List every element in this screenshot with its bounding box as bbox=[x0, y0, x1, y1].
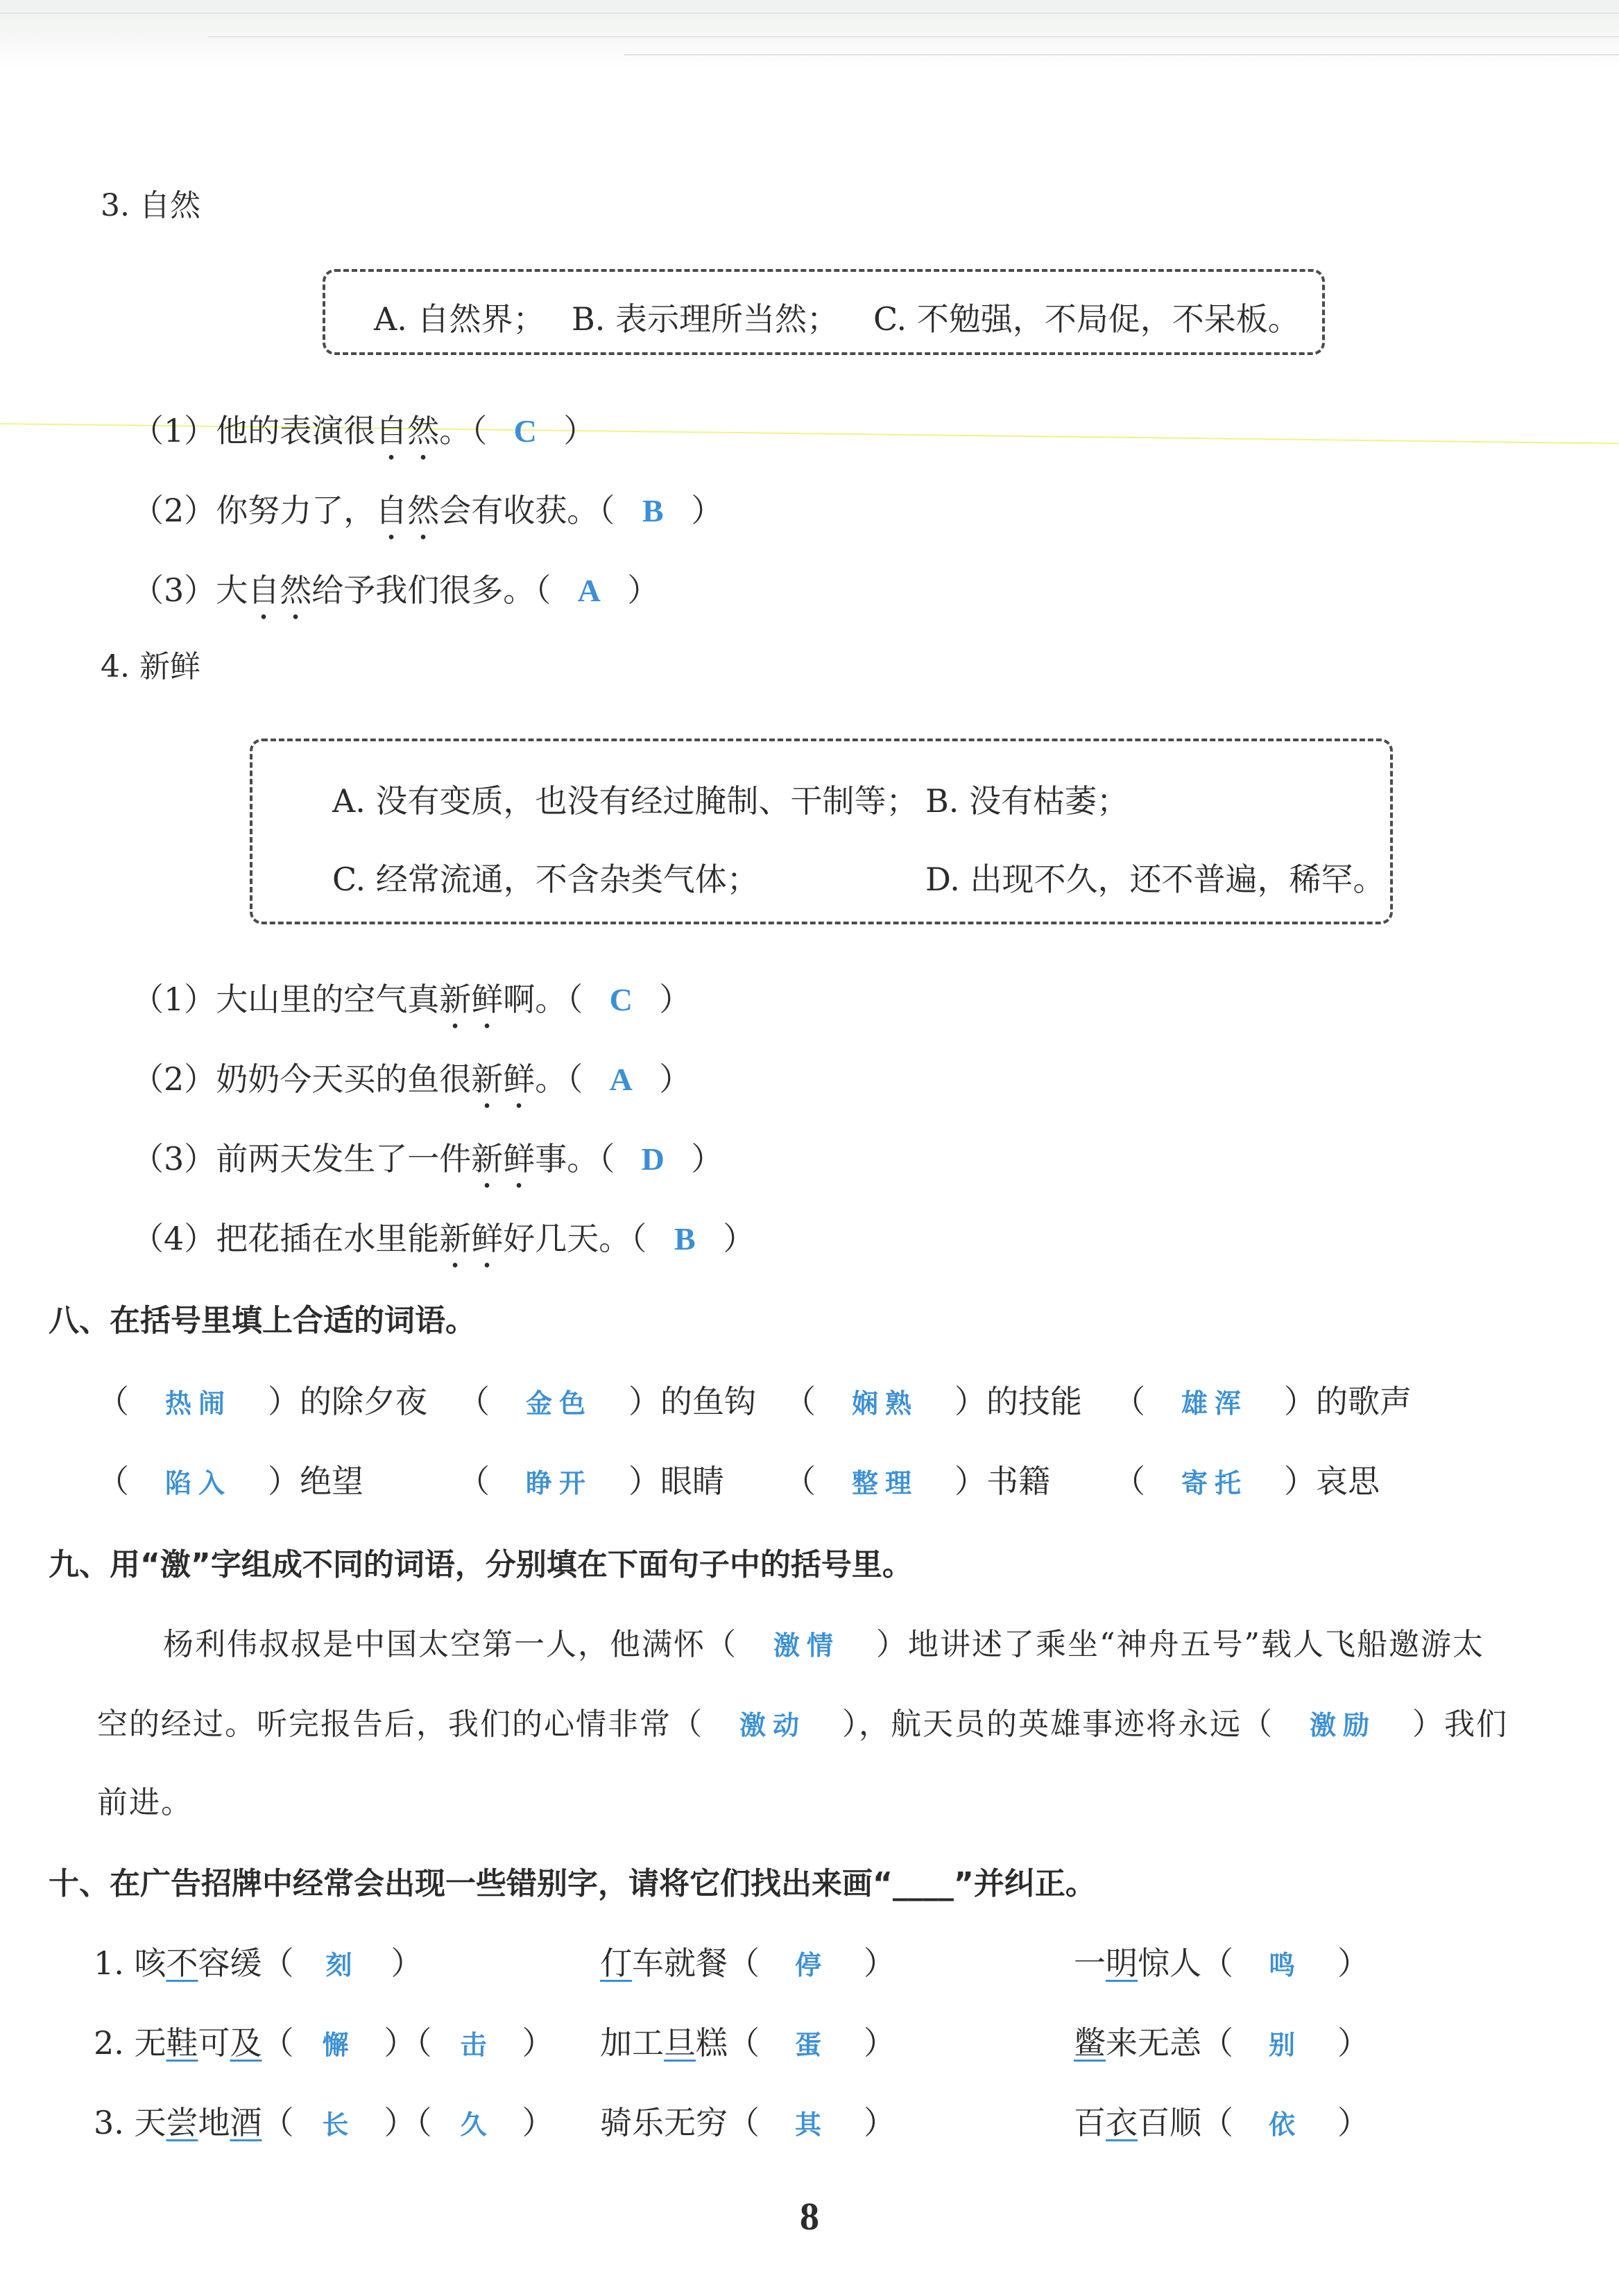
answer: 金色 bbox=[525, 1388, 592, 1419]
q3-item-1 bbox=[132, 406, 595, 467]
item-text: 奶奶今天买的鱼很 bbox=[216, 1060, 472, 1098]
text: 糕（ bbox=[696, 2024, 760, 2062]
dotted-word: 新鲜 bbox=[471, 1140, 536, 1177]
dotted-word: 自然 bbox=[248, 571, 312, 609]
sec8-cell: （ 娴熟 ）的技能 bbox=[784, 1383, 1082, 1420]
wrong-char: 鞋 bbox=[166, 2024, 198, 2062]
answer: C bbox=[513, 413, 537, 449]
close-paren: ） bbox=[659, 1060, 692, 1098]
close-paren: ） bbox=[1337, 1944, 1369, 1982]
answer: 雄浑 bbox=[1181, 1388, 1248, 1419]
item-text: 前两天发生了一件 bbox=[216, 1140, 472, 1177]
text: 天 bbox=[134, 2104, 166, 2141]
item-text: 大 bbox=[216, 571, 248, 609]
answer: B bbox=[642, 493, 664, 528]
close-paren: ） bbox=[563, 412, 596, 449]
sec8-cell: （ 陷入 ）绝望 bbox=[97, 1462, 363, 1500]
answer: 依 bbox=[1268, 2109, 1302, 2140]
phrase: 哀思 bbox=[1316, 1462, 1380, 1500]
item-number: （2） bbox=[132, 1060, 216, 1098]
q4-item-4 bbox=[132, 1214, 755, 1275]
item-text: 。（ bbox=[535, 1060, 583, 1098]
text: 百顺（ bbox=[1138, 2104, 1233, 2141]
q3-options-box bbox=[323, 269, 1325, 355]
q4-item-1 bbox=[132, 974, 691, 1036]
text: 车就餐（ bbox=[632, 1944, 760, 1982]
answer: 寄托 bbox=[1181, 1468, 1248, 1499]
dotted-word: 新鲜 bbox=[439, 1220, 504, 1257]
item-text: 你努力了， bbox=[216, 492, 376, 529]
phrase: 的歌声 bbox=[1316, 1383, 1412, 1420]
sec8-cell: （ 金色 ）的鱼钩 bbox=[458, 1383, 756, 1420]
item-text: 把花插在水里能 bbox=[216, 1220, 440, 1257]
item-text: 会有收获。（ bbox=[439, 492, 615, 529]
q3-item-3 bbox=[132, 565, 659, 627]
close-paren: ） bbox=[723, 1220, 755, 1257]
q4-item-2 bbox=[132, 1054, 691, 1116]
phrase: 绝望 bbox=[300, 1462, 363, 1500]
para-text: 空的经过。听完报告后，我们的心情非常（ bbox=[97, 1707, 703, 1742]
answer: 整理 bbox=[851, 1468, 918, 1499]
text: 一 bbox=[1074, 1944, 1106, 1982]
sec8-cell: （ 睁开 ）眼睛 bbox=[458, 1462, 724, 1500]
item-number: 3. bbox=[94, 2104, 135, 2141]
scan-line bbox=[208, 36, 1619, 37]
section-9-title: 九、用“激”字组成不同的词语，分别填在下面句子中的括号里。 bbox=[49, 1547, 913, 1582]
sec8-cell: （ 雄浑 ）的歌声 bbox=[1113, 1383, 1412, 1420]
phrase: 的技能 bbox=[986, 1383, 1082, 1420]
close-paren: ） bbox=[1337, 2104, 1369, 2141]
wrong-char: 不 bbox=[166, 1944, 198, 1982]
item-number: （2） bbox=[132, 492, 216, 529]
text: ）（ bbox=[384, 2104, 432, 2141]
close-paren: ） bbox=[691, 492, 723, 529]
sec10-item bbox=[94, 2018, 554, 2064]
close-paren: ） bbox=[864, 2024, 896, 2062]
q3-item-2 bbox=[132, 485, 723, 547]
phrase: 的除夕夜 bbox=[300, 1383, 427, 1420]
section-8-title: 八、在括号里填上合适的词语。 bbox=[49, 1303, 476, 1338]
close-paren: ） bbox=[659, 981, 692, 1018]
item-number: （3） bbox=[132, 1140, 216, 1177]
close-paren: ） bbox=[522, 2104, 554, 2141]
q4-option-a: A. 没有变质，也没有经过腌制、干制等； bbox=[332, 782, 918, 820]
answer: 刻 bbox=[325, 1950, 359, 1980]
scan-line bbox=[0, 12, 1619, 14]
page-number: 8 bbox=[800, 2195, 819, 2238]
wrong-char: 尝 bbox=[166, 2104, 198, 2141]
answer: A bbox=[577, 573, 601, 608]
sec10-item bbox=[600, 2018, 896, 2064]
sec10-item bbox=[94, 2098, 554, 2143]
answer: A bbox=[609, 1062, 633, 1097]
item-text: 。（ bbox=[439, 412, 488, 449]
item-text: 啊。（ bbox=[503, 981, 583, 1018]
sec10-item bbox=[1074, 2098, 1369, 2143]
wrong-char: 酒 bbox=[230, 2104, 262, 2141]
dotted-word: 自然 bbox=[375, 412, 440, 449]
answer: 其 bbox=[794, 2109, 828, 2140]
phrase: 书籍 bbox=[986, 1462, 1050, 1500]
text: ）（ bbox=[384, 2024, 432, 2062]
para-text: 杨利伟叔叔是中国太空第一人，他满怀（ bbox=[163, 1627, 737, 1662]
para-text: ），航天员的英雄事迹将永远（ bbox=[842, 1707, 1274, 1742]
q4-option-b: B. 没有枯萎； bbox=[925, 782, 1129, 820]
q3-option-b: B. 表示理所当然； bbox=[572, 300, 839, 338]
text: （ bbox=[262, 2104, 294, 2141]
item-number: （3） bbox=[132, 571, 216, 609]
dotted-word: 自然 bbox=[375, 492, 440, 529]
answer: 鸣 bbox=[1268, 1950, 1302, 1980]
q4-option-d: D. 出现不久，还不普遍，稀罕。 bbox=[925, 861, 1385, 898]
text: 加工 bbox=[600, 2024, 664, 2062]
answer: 停 bbox=[794, 1950, 828, 1980]
sec10-item bbox=[1074, 2018, 1369, 2064]
sec9-line-3: 前进。 bbox=[97, 1785, 193, 1820]
text: 容缓（ bbox=[198, 1944, 294, 1982]
para-text: ）地讲述了乘坐“神舟五号”载人飞船邀游太 bbox=[876, 1627, 1484, 1662]
answer: 久 bbox=[460, 2109, 494, 2140]
q4-item-3 bbox=[132, 1134, 723, 1196]
close-paren: ） bbox=[627, 571, 660, 609]
item-number: 2. bbox=[94, 2024, 135, 2062]
text: 可 bbox=[198, 2024, 230, 2062]
q3-option-a: A. 自然界； bbox=[374, 300, 545, 338]
sec9-line-2 bbox=[97, 1699, 1508, 1743]
text: 惊人（ bbox=[1138, 1944, 1233, 1982]
wrong-char: 仃 bbox=[600, 1944, 632, 1982]
answer: 长 bbox=[322, 2109, 356, 2140]
answer: 热闹 bbox=[164, 1388, 232, 1419]
text: 咳 bbox=[134, 1944, 166, 1982]
item-text: 给予我们很多。（ bbox=[311, 571, 551, 609]
sec10-item bbox=[600, 2098, 896, 2143]
text: 骑乐无穷（ bbox=[600, 2104, 760, 2141]
q4-option-c: C. 经常流通，不含杂类气体； bbox=[332, 861, 759, 898]
wrong-char: 及 bbox=[230, 2024, 262, 2062]
sec10-item bbox=[1074, 1938, 1369, 1984]
sec8-cell: （ 寄托 ）哀思 bbox=[1113, 1462, 1380, 1500]
close-paren: ） bbox=[864, 1944, 896, 1982]
close-paren: ） bbox=[391, 1944, 423, 1982]
phrase: 的鱼钩 bbox=[660, 1383, 756, 1420]
wrong-char: 旦 bbox=[664, 2024, 696, 2062]
answer: D bbox=[641, 1141, 665, 1177]
item-text: 大山里的空气真 bbox=[216, 981, 440, 1018]
q3-option-c: C. 不勉强，不局促，不呆板。 bbox=[873, 300, 1300, 338]
close-paren: ） bbox=[864, 2104, 896, 2141]
text: 百 bbox=[1074, 2104, 1106, 2141]
dotted-word: 新鲜 bbox=[439, 981, 504, 1018]
sec8-cell: （ 整理 ）书籍 bbox=[784, 1462, 1050, 1500]
answer: 激励 bbox=[1309, 1710, 1376, 1741]
dotted-word: 新鲜 bbox=[471, 1060, 536, 1098]
close-paren: ） bbox=[1337, 2024, 1369, 2062]
answer: C bbox=[609, 982, 633, 1017]
answer: 睁开 bbox=[525, 1468, 592, 1499]
text: 地 bbox=[198, 2104, 230, 2141]
q4-title: 4. 新鲜 bbox=[101, 649, 200, 684]
item-text: 他的表演很 bbox=[216, 412, 376, 449]
item-text: 事。（ bbox=[535, 1140, 615, 1177]
text: 来无恙（ bbox=[1106, 2024, 1233, 2062]
wrong-char: 衣 bbox=[1106, 2104, 1138, 2141]
item-number: （1） bbox=[132, 981, 216, 1018]
answer: 懈 bbox=[322, 2030, 356, 2060]
sec10-item bbox=[600, 1938, 896, 1984]
q3-title: 3. 自然 bbox=[101, 188, 200, 223]
para-text: ）我们 bbox=[1412, 1707, 1508, 1742]
section-10-title: 十、在广告招牌中经常会出现一些错别字，请将它们找出来画“____”并纠正。 bbox=[49, 1866, 1096, 1901]
wrong-char: 明 bbox=[1106, 1944, 1138, 1982]
answer: 激动 bbox=[739, 1710, 806, 1741]
text: （ bbox=[262, 2024, 294, 2062]
answer: 陷入 bbox=[164, 1468, 232, 1499]
sec10-item bbox=[94, 1938, 423, 1984]
answer: 别 bbox=[1268, 2030, 1302, 2060]
answer: B bbox=[674, 1221, 696, 1257]
close-paren: ） bbox=[691, 1140, 723, 1177]
answer: 蛋 bbox=[794, 2030, 828, 2060]
answer: 激情 bbox=[773, 1630, 840, 1661]
sec8-cell: （ 热闹 ）的除夕夜 bbox=[97, 1383, 427, 1420]
close-paren: ） bbox=[522, 2024, 554, 2062]
q4-options-box bbox=[250, 739, 1393, 924]
item-text: 好几天。（ bbox=[503, 1220, 647, 1257]
item-number: 1. bbox=[94, 1944, 135, 1982]
scan-top-edge bbox=[0, 0, 1619, 69]
wrong-char: 鳖 bbox=[1074, 2024, 1106, 2062]
answer: 娴熟 bbox=[851, 1388, 918, 1419]
answer: 击 bbox=[460, 2030, 494, 2060]
scan-line bbox=[624, 54, 1619, 55]
sec9-line-1 bbox=[163, 1619, 1484, 1664]
item-number: （1） bbox=[132, 412, 216, 449]
item-number: （4） bbox=[132, 1220, 216, 1257]
phrase: 眼睛 bbox=[660, 1462, 724, 1500]
text: 无 bbox=[134, 2024, 166, 2062]
